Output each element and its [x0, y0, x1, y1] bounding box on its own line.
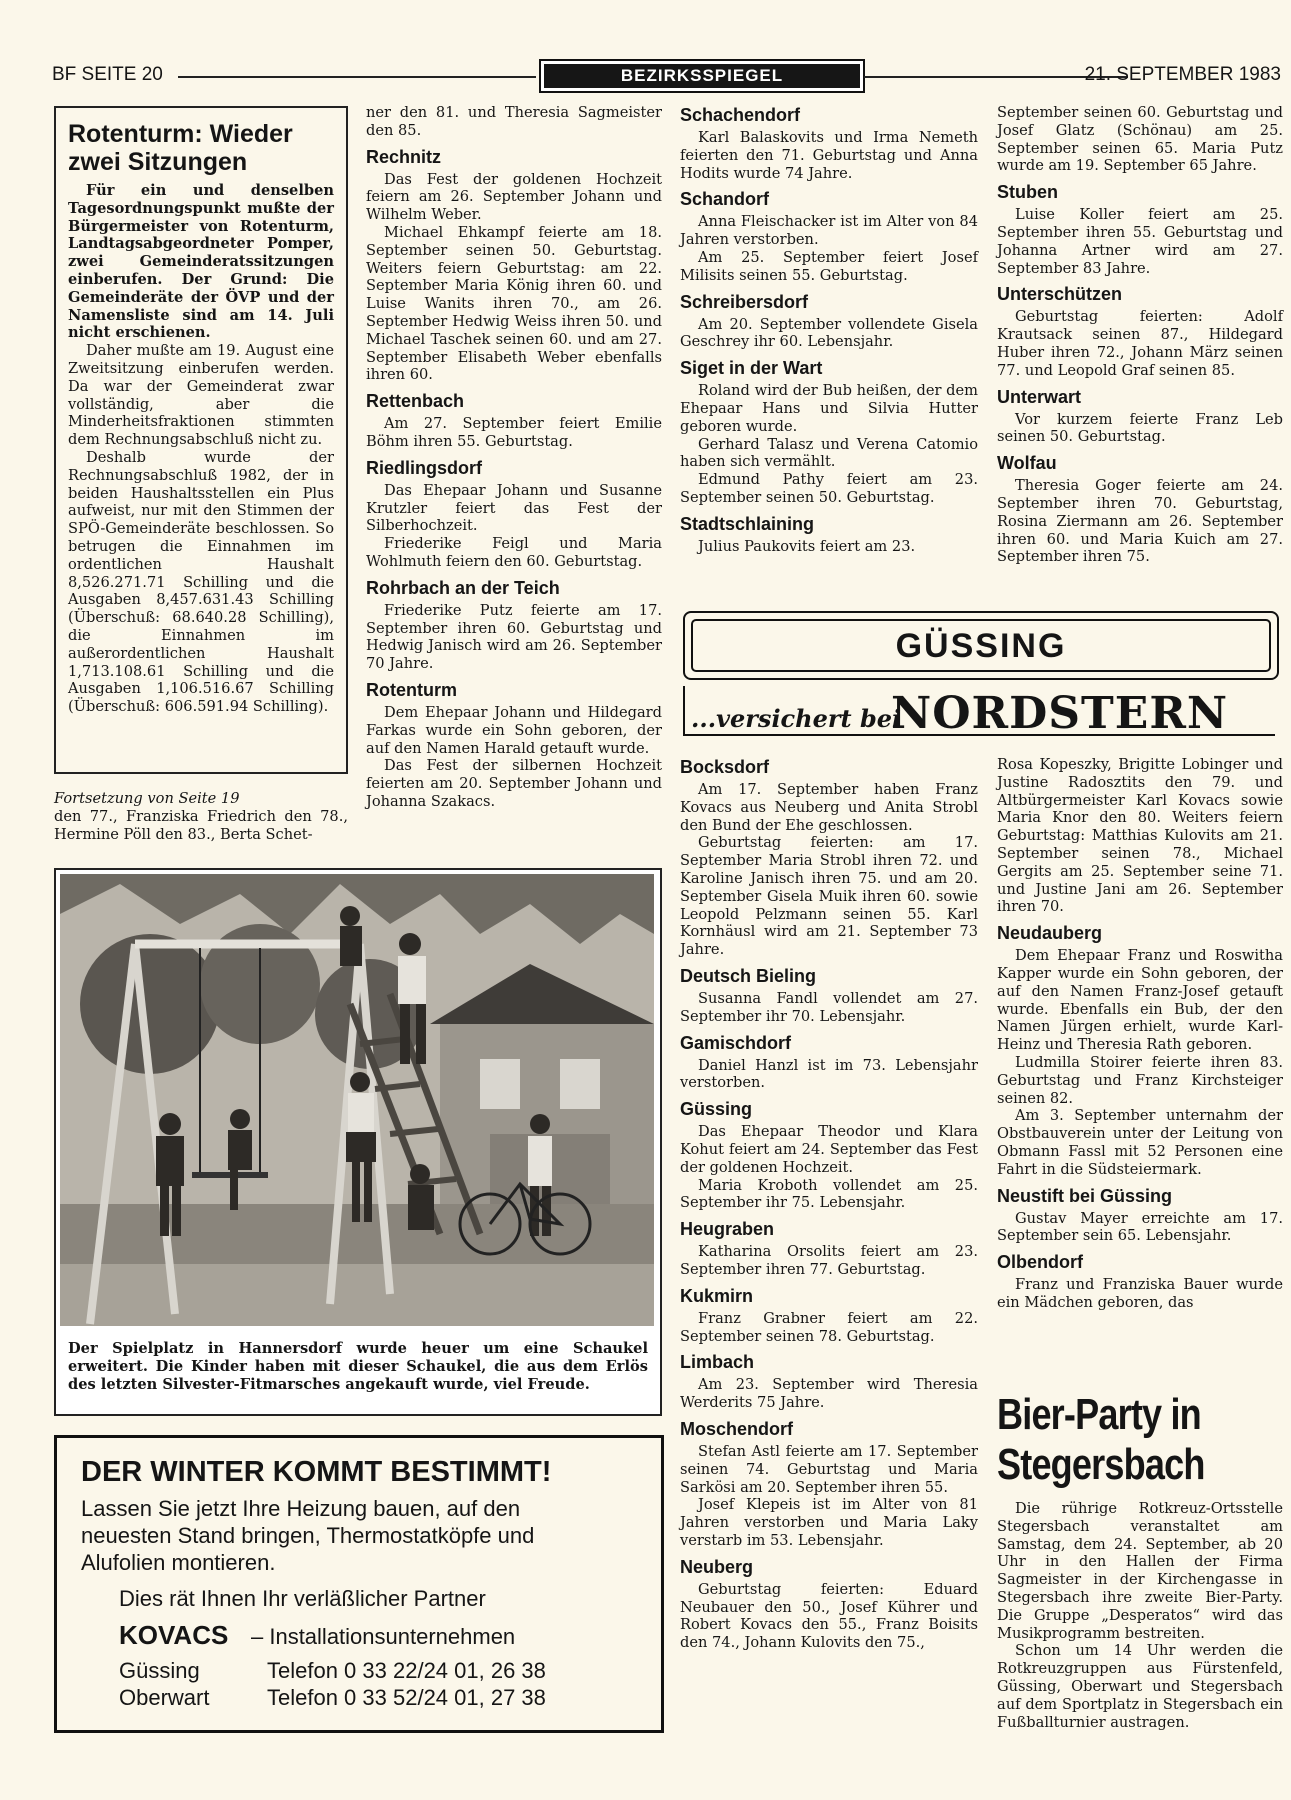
- section-title: BEZIRKSSPIEGEL: [544, 64, 860, 88]
- ad-company: KOVACS: [119, 1620, 229, 1650]
- column-3: [680, 104, 978, 556]
- place-heading: Gamischdorf: [680, 1032, 792, 1053]
- place-heading: Deutsch Bieling: [680, 965, 817, 986]
- ad-text-line: Lassen Sie jetzt Ihre Heizung bauen, auf den: [81, 1496, 521, 1521]
- news-paragraph: Theresia Goger feierte am 24. September ihren 70. Geburtstag, Rosina Ziermann am 26. September ihren 60. und Maria Kuich am 27. September ihren 75.: [997, 477, 1283, 566]
- place-heading: Unterschützen: [997, 284, 1123, 305]
- news-paragraph: Am 27. September feiert Emilie Böhm ihren 55. Geburtstag.: [366, 415, 662, 450]
- nordstern-slogan: ...versichert bei: [691, 704, 902, 733]
- news-paragraph: ner den 81. und Theresia Sagmeister den 85.: [366, 104, 662, 139]
- news-paragraph: Friederike Feigl und Maria Wohlmuth feiern den 60. Geburtstag.: [366, 535, 662, 570]
- place-heading: Heugraben: [680, 1219, 775, 1240]
- news-paragraph: Gerhard Talasz und Verena Catomio haben sich vermählt.: [680, 435, 978, 471]
- place-heading: Wolfau: [997, 453, 1057, 474]
- column-5: [680, 756, 978, 1652]
- ad-city: Güssing: [119, 1658, 200, 1683]
- news-paragraph: Rosa Kopeszky, Brigitte Lobinger und Justine Radosztits den 79. und Altbürgermeister Karl Kovacs sowie Maria Knor den 80. Weiters feiern Geburtstag: Matthias Kulovits am 21. September seinen 78., Michael Gergits am 25. September seine 71. und Justine Jani am 26. September ihren 70.: [997, 756, 1283, 916]
- place-heading: Rohrbach an der Teich: [366, 577, 560, 598]
- news-paragraph: Geburtstag feierten: Eduard Neubauer den 50., Josef Kührer und Robert Kovacs den 55., Franz Boisits den 74., Johann Kulovits den 75.,: [680, 1580, 978, 1652]
- place-heading: Siget in der Wart: [680, 358, 823, 379]
- ad-city: Oberwart: [119, 1685, 210, 1710]
- ad-phone: Telefon 0 33 22/24 01, 26 38: [267, 1658, 546, 1683]
- place-heading: Rechnitz: [366, 146, 442, 167]
- place-heading: Güssing: [680, 1099, 753, 1120]
- nordstern-logo: NORDSTERN: [891, 688, 1229, 739]
- place-heading: Riedlingsdorf: [366, 457, 482, 478]
- column-2: [366, 104, 662, 811]
- news-paragraph: Franz Grabner feiert am 22. September seinen 78. Geburtstag.: [680, 1309, 978, 1345]
- news-paragraph: Ludmilla Stoirer feierte ihren 83. Geburtstag und Franz Kirchsteiger seinen 82.: [997, 1053, 1283, 1107]
- place-heading: Schachendorf: [680, 105, 801, 125]
- news-paragraph: Dem Ehepaar Johann und Hildegard Farkas wurde ein Sohn geboren, der auf den Namen Harald getauft wurde.: [366, 703, 662, 757]
- news-paragraph: Julius Paukovits feiert am 23.: [698, 537, 916, 555]
- news-paragraph: Vor kurzem feierte Franz Leb seinen 50. Geburtstag.: [997, 410, 1283, 446]
- news-paragraph: Stefan Astl feierte am 17. September seinen 74. Geburtstag und Maria Sarkösi am 20. September ihren 55.: [680, 1442, 978, 1496]
- rotenturm-lead: Für ein und denselben Tagesordnungspunkt mußte der Bürgermeister von Rotenturm, Landtagsabgeordneter Pomper, zwei Gemeinderatssitzungen einberufen. Der Grund: Die Gemeinderäte der ÖVP und der Namensliste sind am 14. Juli nicht erschienen.: [68, 182, 334, 342]
- place-heading: Neudauberg: [997, 923, 1103, 944]
- bier-party-article: [997, 1384, 1283, 1731]
- place-heading: Unterwart: [997, 386, 1082, 407]
- rotenturm-article-box: [54, 106, 348, 774]
- fortsetzung-text: den 77., Franziska Friedrich den 78., Hermine Pöll den 83., Berta Schet-: [54, 807, 348, 843]
- ad-company-desc: – Installationsunternehmen: [251, 1624, 516, 1649]
- news-paragraph: Am 17. September haben Franz Kovacs aus Neuberg und Anita Strobl den Bund der Ehe geschlossen.: [680, 781, 978, 834]
- rotenturm-title: [68, 120, 336, 176]
- rotenturm-title-line2: zwei Sitzungen: [68, 148, 248, 176]
- issue-date: 21. SEPTEMBER 1983: [1084, 64, 1281, 85]
- ad-text-line: neuesten Stand bringen, Thermostatköpfe und: [81, 1523, 535, 1548]
- news-paragraph: Luise Koller feiert am 25. September ihren 55. Geburtstag und Johanna Artner wird am 27. September 83 Jahre.: [997, 206, 1283, 277]
- rotenturm-body: [68, 182, 334, 716]
- page-number: BF SEITE 20: [52, 64, 163, 85]
- news-paragraph: Gustav Mayer erreichte am 17. September sein 65. Lebensjahr.: [997, 1209, 1283, 1245]
- news-paragraph: Das Fest der goldenen Hochzeit feiern am 26. September Johann und Wilhelm Weber.: [366, 170, 662, 224]
- section-title-box: [539, 59, 865, 93]
- ad-headline: DER WINTER KOMMT BESTIMMT!: [81, 1456, 552, 1488]
- place-heading: Rotenturm: [366, 679, 457, 700]
- place-heading: Limbach: [680, 1352, 755, 1373]
- news-paragraph: Karl Balaskovits und Irma Nemeth feierten den 71. Geburtstag und Anna Hodits wurde 74 Jahre.: [680, 129, 978, 182]
- place-heading: Rettenbach: [366, 391, 465, 412]
- news-paragraph: Geburtstag feierten: am 17. September Maria Strobl ihren 72. und Karoline Janisch ihren 75. und am 20. September Gisela Muik ihren 60. sowie Leopold Pelzmann seinen 55. Karl Kornhäusl wird am 21. September 73 Jahre.: [680, 834, 978, 959]
- news-paragraph: Katharina Orsolits feiert am 23. September ihren 77. Geburtstag.: [680, 1243, 978, 1278]
- news-paragraph: Josef Klepeis ist im Alter von 81 Jahren verstorben und Maria Laky verstarb im 53. Lebensjahr.: [680, 1496, 978, 1549]
- place-heading: Olbendorf: [997, 1252, 1083, 1273]
- news-paragraph: Roland wird der Bub heißen, der dem Ehepaar Hans und Silvia Hutter geboren wurde.: [680, 382, 978, 435]
- news-paragraph: Edmund Pathy feiert am 23. September seinen 50. Geburtstag.: [680, 471, 978, 506]
- rotenturm-paragraph: Deshalb wurde der Rechnungsabschluß 1982, der in beiden Haushaltsstellen ein Plus aufweist, nur mit den Stimmen der SPÖ-Gemeinderäte beschlossen. So betrugen die Einnahmen im ordentlichen Haushalt 8,526.271.71 Schilling und die Ausgaben 8,457.631.43 Schilling (Überschuß: 68.640.28 Schilling), die Einnahmen im außerordentlichen Haushalt 1,713.108.61 Schilling und die Ausgaben 1,106.516.67 Schilling (Überschuß: 606.591.94 Schilling).: [68, 448, 334, 716]
- rotenturm-paragraph: Daher mußte am 19. August eine Zweitsitzung einberufen werden. Da war der Gemeinderat zwar vollständig, aber die Minderheitsfraktionen stimmten dem Rechnungsabschluß nicht zu.: [68, 342, 334, 449]
- kovacs-advertisement: [54, 1435, 664, 1733]
- nordstern-rule-left: [683, 686, 685, 736]
- news-paragraph: Geburtstag feierten: Adolf Krautsack seinen 87., Hildegard Huber ihren 72., Johann März seinen 77. und Leopold Graf seinen 85.: [997, 308, 1283, 379]
- news-paragraph: Anna Fleischacker ist im Alter von 84 Jahren verstorben.: [680, 213, 978, 249]
- bier-party-title: [997, 1390, 1232, 1490]
- playground-photo: [54, 868, 662, 1416]
- news-paragraph: Am 20. September vollendete Gisela Geschrey ihr 60. Lebensjahr.: [680, 315, 978, 351]
- fortsetzung-block: [54, 790, 348, 843]
- news-paragraph: Franz und Franziska Bauer wurde ein Mädchen geboren, das: [997, 1276, 1283, 1311]
- bier-title-line2: Stegersbach: [997, 1440, 1205, 1489]
- news-paragraph: September seinen 60. Geburtstag und Josef Glatz (Schönau) am 25. September seinen 65. Maria Putz wurde am 19. September 65 Jahre.: [997, 104, 1283, 175]
- place-heading: Neuberg: [680, 1556, 754, 1577]
- news-paragraph: Am 25. September feiert Josef Milisits seinen 55. Geburtstag.: [680, 248, 978, 284]
- bier-title-line1: Bier-Party in: [997, 1390, 1201, 1439]
- place-heading: Stadtschlaining: [680, 513, 815, 534]
- fortsetzung-label: Fortsetzung von Seite 19: [54, 790, 240, 807]
- gussing-title: GÜSSING: [691, 619, 1271, 672]
- ad-text-line: Alufolien montieren.: [81, 1550, 276, 1575]
- news-paragraph: Dem Ehepaar Franz und Roswitha Kapper wurde ein Sohn geboren, der auf den Namen Franz-Josef getauft wurde. Ebenfalls ein Bub, der den Namen Jürgen erhielt, wurde Karl-Heinz und Theresia Rath geboren.: [997, 947, 1283, 1054]
- place-heading: Moschendorf: [680, 1418, 794, 1439]
- news-paragraph: Friederike Putz feierte am 17. September ihren 60. Geburtstag und Hedwig Janisch wird am 26. September 70 Jahre.: [366, 601, 662, 673]
- news-paragraph: Maria Kroboth vollendet am 25. September ihr 75. Lebensjahr.: [680, 1176, 978, 1212]
- news-paragraph: Daniel Hanzl ist im 73. Lebensjahr verstorben.: [680, 1056, 978, 1092]
- column-6: [997, 756, 1283, 1312]
- place-heading: Schreibersdorf: [680, 291, 809, 312]
- gussing-banner-frame: [683, 611, 1279, 680]
- nordstern-ad: [683, 686, 1277, 746]
- column-4: [997, 104, 1283, 566]
- news-paragraph: Susanna Fandl vollendet am 27. September ihr 70. Lebensjahr.: [680, 989, 978, 1025]
- news-paragraph: Das Fest der silbernen Hochzeit feierten am 20. September Johann und Johanna Szakacs.: [366, 757, 662, 810]
- place-heading: Neustift bei Güssing: [997, 1185, 1173, 1206]
- rotenturm-title-line1: Rotenturm: Wieder: [68, 120, 293, 148]
- place-heading: Stuben: [997, 182, 1058, 203]
- news-paragraph: Am 23. September wird Theresia Werderits 75 Jahre.: [680, 1376, 978, 1412]
- news-paragraph: Das Ehepaar Theodor und Klara Kohut feiert am 24. September das Fest der goldenen Hochzeit.: [680, 1123, 978, 1176]
- place-heading: Kukmirn: [680, 1285, 754, 1306]
- news-paragraph: Am 3. September unternahm der Obstbauverein unter der Leitung von Obmann Fassl mit 52 Personen eine Fahrt in die Südsteiermark.: [997, 1107, 1283, 1178]
- ad-phone: Telefon 0 33 52/24 01, 27 38: [267, 1685, 546, 1710]
- place-heading: Schandorf: [680, 189, 770, 210]
- gussing-banner: [683, 611, 1277, 678]
- bier-paragraph: Die rührige Rotkreuz-Ortsstelle Stegersbach veranstaltet am Samstag, dem 24. September, ab 20 Uhr in den Hallen der Firma Sagmeister in der Kirchengasse in Stegersbach ihre zweite Bier-Party. Die Gruppe „Desperatos“ wird das Musikprogramm bestreiten.: [997, 1500, 1283, 1642]
- playground-photo-image: [60, 874, 654, 1326]
- place-heading: Bocksdorf: [680, 757, 770, 777]
- news-paragraph: Das Ehepaar Johann und Susanne Krutzler feiert das Fest der Silberhochzeit.: [366, 481, 662, 535]
- photo-caption: Der Spielplatz in Hannersdorf wurde heuer um eine Schaukel erweitert. Die Kinder haben mit dieser Schaukel, die aus dem Erlös des letzten Silvester-Fitmarsches angekauft wurde, viel Freude.: [68, 1340, 648, 1393]
- ad-partner-line: Dies rät Ihnen Ihr verläßlicher Partner: [119, 1586, 486, 1611]
- page-header: [52, 58, 1281, 94]
- news-paragraph: Michael Ehkampf feierte am 18. September seinen 50. Geburtstag. Weiters feiern Geburtstag: am 22. September Maria König ihren 60. und Luise Wanits ihren 70., am 26. September Hedwig Weiss ihren 50. und Michael Taschek seinen 60. und am 27. September Elisabeth Weber ebenfalls ihren 60.: [366, 223, 662, 384]
- header-rule-left: [178, 76, 536, 78]
- bier-paragraph: Schon um 14 Uhr werden die Rotkreuzgruppen aus Fürstenfeld, Güssing, Oberwart und Stegersbach auf dem Sportplatz in Stegersbach ein Fußballturnier austragen.: [997, 1642, 1283, 1731]
